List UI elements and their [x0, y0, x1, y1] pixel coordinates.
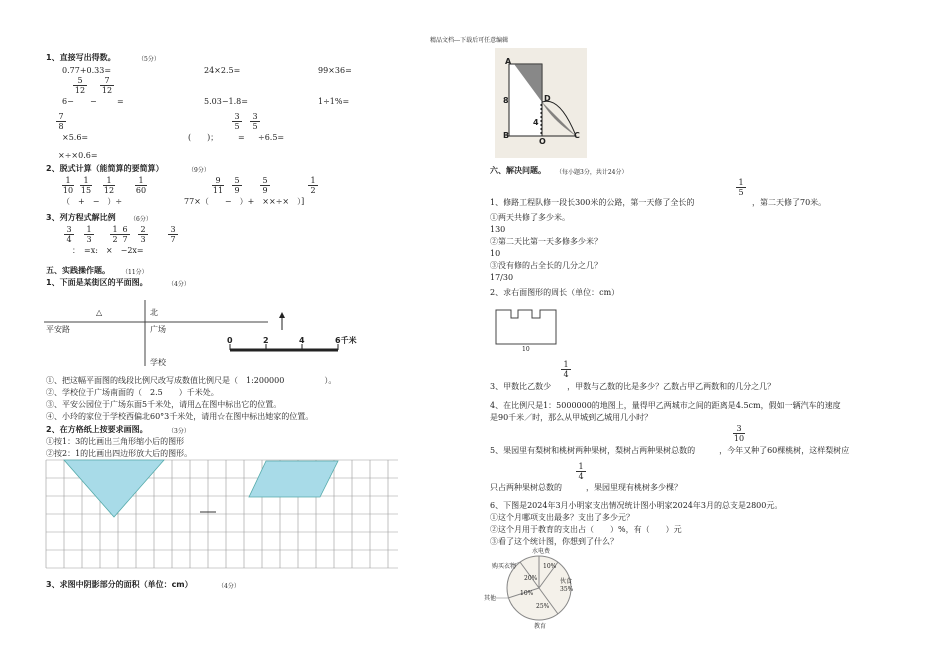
- fraction-1-10: $\frac{1}{10}$: [62, 176, 74, 195]
- p5-fraction-2: $\frac{1}{4}$: [576, 462, 586, 481]
- q1-item-a: ①、把这幅平面图的线段比例尺改写成数值比例尺是（ 1:200000 ）。: [46, 376, 337, 385]
- section-2-title: 2、脱式计算（能简算的要简算）: [46, 164, 164, 173]
- p1-q2: ②第二天比第一天多修多少米？: [490, 237, 602, 246]
- scale-tick-0: 0: [227, 336, 233, 345]
- calc-5: 5.03−1.8=: [204, 97, 248, 106]
- fraction-6-7: $\frac{6}{7}$: [120, 225, 130, 244]
- fig-label-b: B: [503, 131, 510, 140]
- q3-score: （4分）: [218, 583, 240, 590]
- section-6-title: 六、解决问题。: [490, 166, 546, 175]
- pie-label-other: 其他: [484, 595, 497, 602]
- section-3-title: 3、列方程式解比例: [46, 213, 116, 222]
- pie-pct-education: 25%: [536, 603, 550, 610]
- calc-9: =: [238, 133, 245, 142]
- map-north: 北: [150, 308, 158, 317]
- p2-dim: 10: [522, 346, 530, 353]
- calc-4a: 6−: [62, 97, 74, 106]
- p4-text: 4、在比例尺是1：5000000的地图上，量得甲乙两城市之间的距离是4.5cm，假如一辆汽车的速度: [490, 401, 841, 410]
- pie-label-education: 教育: [534, 623, 547, 630]
- section-2-score: （9分）: [188, 167, 210, 174]
- p1-text-b: ，第二天修了70米。: [752, 198, 827, 207]
- calc-11: ×÷×0.6=: [58, 151, 98, 160]
- p1-a2: 10: [490, 249, 501, 258]
- p2-text: 2、求右面图形的周长（单位：cm）: [490, 288, 620, 297]
- q2-item-a: ①按1：3的比画出三角形缩小后的图形: [46, 437, 185, 446]
- q3-title: 3、求图中阴影部分的面积（单位：cm）: [46, 580, 193, 589]
- expr-2: 77×（ − ）+ ××÷× ）]: [184, 197, 305, 206]
- fig-label-o: O: [539, 137, 546, 146]
- pie-label-food: 伙食: [560, 578, 573, 585]
- map-road: 平安路: [46, 325, 70, 334]
- expr-1: （ + − ）÷: [62, 197, 123, 206]
- calc-7: ×5.6=: [62, 133, 89, 142]
- pie-label-water: 水电费: [532, 548, 551, 555]
- map-triangle: △: [96, 308, 103, 317]
- fig-label-d: D: [544, 94, 551, 103]
- fraction-9-11: $\frac{9}{11}$: [212, 176, 224, 195]
- p6-q1: ①这个月哪项支出最多？支出了多少元？: [490, 513, 634, 522]
- p3-fraction: $\frac{1}{4}$: [561, 360, 571, 379]
- q1-score: （4分）: [168, 281, 190, 288]
- page-header: 精品文档---下载后可任意编辑: [430, 37, 509, 44]
- pie-pct-other: 10%: [520, 590, 534, 597]
- fraction-1-3: $\frac{1}{3}$: [84, 225, 94, 244]
- p3-text: 3、甲数比乙数少 ，甲数与乙数的比是多少？乙数占甲乙两数和的几分之几？: [490, 382, 776, 391]
- p6-text: 6、下图是2024年3月小明家支出情况统计图小明家2024年3月的总支是2800元。: [490, 501, 783, 510]
- fraction-5-9-b: $\frac{5}{9}$: [260, 176, 270, 195]
- fraction-3-5-b: $\frac{3}{5}$: [250, 112, 260, 131]
- q1-item-d: ④、小玲的家位于学校西偏北60°3千米处，请用☆在图中标出她家的位置。: [46, 412, 314, 421]
- fraction-3-7: $\frac{3}{7}$: [168, 225, 178, 244]
- fraction-1-2: $\frac{1}{2}$: [308, 176, 318, 195]
- p5-fraction: $\frac{3}{10}$: [733, 424, 745, 443]
- fraction-5-9-a: $\frac{5}{9}$: [232, 176, 242, 195]
- calc-6: 1÷1%=: [318, 97, 350, 106]
- fraction-1-2-b: $\frac{1}{2}$: [110, 225, 120, 244]
- fraction-3-5-a: $\frac{3}{5}$: [232, 112, 242, 131]
- q2-item-b: ②按2：1的比画出四边形放大后的图形。: [46, 449, 193, 458]
- section-5-title: 五、实践操作题。: [46, 266, 110, 275]
- q1-item-b: ②、学校位于广场南面的（ 2.5 ）千米处。: [46, 388, 219, 397]
- section-1-score: （5分）: [138, 56, 160, 63]
- map-square: 广场: [150, 325, 166, 334]
- scale-tick-2: 2: [263, 336, 269, 345]
- calc-8: ( )；: [188, 133, 219, 142]
- p1-a3: 17/30: [490, 273, 514, 282]
- calc-2: 24×2.5=: [204, 66, 241, 75]
- fraction-1-12: $\frac{1}{12}$: [103, 176, 115, 195]
- calc-1: 0.77+0.33=: [62, 66, 112, 75]
- p5-text-b: 只占两种果树总数的 ，果园里现有桃树多少棵？: [490, 483, 682, 492]
- p1-a1: 130: [490, 225, 506, 234]
- scale-tick-6: 6千米: [335, 336, 357, 345]
- calc-10: ÷6.5=: [258, 133, 285, 142]
- p4-text-b: 是90千米／时，那么从甲城到乙城用几小时？: [490, 413, 653, 422]
- pie-pct-water: 10%: [543, 563, 557, 570]
- p1-q1: ①两天共修了多少米。: [490, 213, 570, 222]
- p6-q2: ②这个月用于教育的支出占（ ）%，有（ ）元: [490, 525, 682, 534]
- fraction-2-3: $\frac{2}{3}$: [138, 225, 148, 244]
- section-6-score: （每小题3分，共计24分）: [556, 169, 628, 176]
- p6-q3: ③看了这个统计图，你想到了什么？: [490, 537, 618, 546]
- fraction-1-60: $\frac{1}{60}$: [135, 176, 147, 195]
- equations: ： =x: × −2x=: [72, 246, 144, 255]
- p5-text: 5、果园里有梨树和桃树两种果树，梨树占两种果树总数的 ，今年又种了60棵桃树，这样梨树应: [490, 446, 850, 455]
- fraction-1-15: $\frac{1}{15}$: [80, 176, 92, 195]
- q1-title: 1、下面是某街区的平面图。: [46, 278, 148, 287]
- pie-pct-food: 35%: [560, 586, 574, 593]
- fraction-7-8: $\frac{7}{8}$: [56, 112, 66, 131]
- p1-text: 1、修路工程队修一段长300米的公路，第一天修了全长的: [490, 198, 695, 207]
- p1-fraction: $\frac{1}{5}$: [736, 178, 746, 197]
- section-5-score: （11分）: [122, 269, 148, 276]
- fig-label-c: C: [574, 131, 580, 140]
- section-1-title: 1、直接写出得数。: [46, 53, 116, 62]
- scale-tick-4: 4: [299, 336, 305, 345]
- pie-pct-clothes: 20%: [524, 575, 538, 582]
- calc-4b: −: [90, 97, 97, 106]
- fraction-5-12: $\frac{5}{12}$: [74, 76, 86, 95]
- fig-label-a: A: [505, 57, 512, 66]
- q2-title: 2、在方格纸上按要求画图。: [46, 425, 148, 434]
- map-school: 学校: [150, 358, 166, 367]
- fraction-3-4: $\frac{3}{4}$: [64, 225, 74, 244]
- fraction-7-12: $\frac{7}{12}$: [101, 76, 113, 95]
- pie-label-clothes: 购买衣物: [492, 563, 517, 570]
- q2-score: （3分）: [168, 428, 190, 435]
- q1-item-c: ③、平安公园位于广场东面5千米处，请用△在图中标出它的位置。: [46, 400, 282, 409]
- calc-4c: =: [117, 97, 124, 106]
- fig-dim-4: 4: [533, 118, 539, 127]
- fig-dim-8: 8: [503, 96, 509, 105]
- p1-q3: ③没有修的占全长的几分之几？: [490, 261, 602, 270]
- section-3-score: （6分）: [130, 216, 152, 223]
- calc-3: 99×36=: [318, 66, 352, 75]
